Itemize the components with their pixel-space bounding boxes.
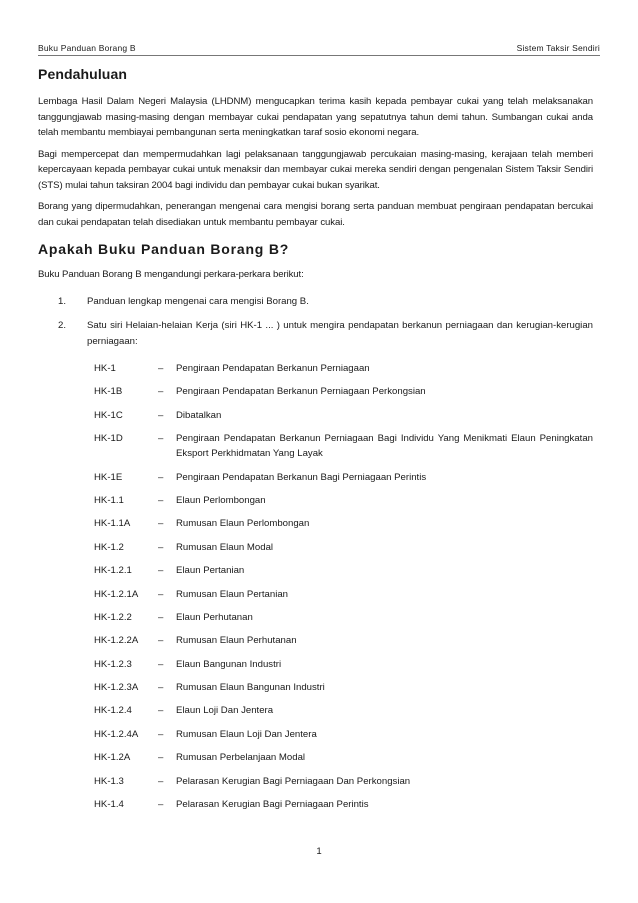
worksheet-code: HK-1.2.1: [94, 565, 132, 577]
worksheet-code: HK-1.2.1A: [94, 588, 139, 600]
worksheet-list: [94, 361, 593, 812]
worksheet-row: [94, 633, 593, 648]
list-item-number: 1.: [58, 295, 67, 307]
worksheet-code: HK-1.2.2A: [94, 635, 139, 647]
header-left-title: Buku Panduan Borang B: [38, 43, 136, 53]
worksheet-dash: –: [158, 541, 164, 553]
worksheet-dash: –: [158, 728, 164, 740]
worksheet-code: HK-1E: [94, 471, 123, 483]
worksheet-description: Rumusan Elaun Modal: [176, 541, 274, 553]
worksheet-description: Pengiraan Pendapatan Berkanun Perniagaan Bagi Individu Yang Menikmati Elaun Peningkatan Eksport Perkhidmatan Yang Layak: [176, 433, 593, 460]
worksheet-description: Elaun Perhutanan: [176, 611, 253, 623]
header-rule: [38, 55, 600, 56]
worksheet-description: Pengiraan Pendapatan Berkanun Perniagaan: [176, 363, 370, 374]
worksheet-dash: –: [158, 386, 164, 398]
worksheet-code: HK-1: [94, 363, 116, 374]
worksheet-code: HK-1.2: [94, 541, 124, 553]
header-right-title: Sistem Taksir Sendiri: [516, 43, 600, 53]
intro-paragraph-1: Lembaga Hasil Dalam Negeri Malaysia (LHDNM) mengucapkan terima kasih kepada pembayar cukai yang telah melaksanakan tanggungjawab masing-masing dengan membayar cukai pendapatan yang sepatutnya tahun demi tahun. Sumbangan cukai anda telah membantu membiayai pembangunan serta meningkatkan taraf sosio ekonomi negara.: [38, 96, 593, 138]
worksheet-row: [94, 540, 593, 555]
worksheet-code: HK-1.3: [94, 775, 124, 787]
worksheet-description: Elaun Loji Dan Jentera: [176, 705, 274, 717]
list-item-text: Panduan lengkap mengenai cara mengisi Borang B.: [87, 295, 309, 307]
section2-intro: Buku Panduan Borang B mengandungi perkara-perkara berikut:: [38, 269, 304, 280]
worksheet-row: [94, 361, 593, 376]
worksheet-code: HK-1.2.3: [94, 658, 132, 670]
list-item-number: 2.: [58, 320, 67, 331]
worksheet-code: HK-1.4: [94, 799, 124, 811]
worksheet-code: HK-1.2.4: [94, 705, 132, 717]
worksheet-code: HK-1.1A: [94, 518, 131, 530]
worksheet-dash: –: [158, 635, 164, 647]
worksheet-description: Pelarasan Kerugian Bagi Perniagaan Dan Perkongsian: [176, 775, 411, 787]
intro-paragraph-2: Bagi mempercepat dan mempermudahkan lagi pelaksanaan tanggungjawab percukaian masing-masing, kerajaan telah memberi kepercayaan kepada pembayar cukai untuk menaksir dan membayar cukai mereka sendiri dengan pengenalan Sistem Taksir Sendiri (STS) mulai tahun taksiran 2004 bagi individu dan pembayar cukai bukan syarikat.: [38, 148, 593, 191]
worksheet-dash: –: [158, 611, 164, 623]
worksheet-code: HK-1C: [94, 409, 123, 421]
worksheet-dash: –: [158, 494, 164, 506]
worksheet-row: [94, 610, 593, 625]
worksheet-row: [94, 703, 593, 718]
worksheet-code: HK-1D: [94, 433, 123, 445]
worksheet-description: Pengiraan Pendapatan Berkanun Bagi Perniagaan Perintis: [176, 471, 427, 483]
worksheet-dash: –: [158, 752, 164, 764]
page-number: 1: [316, 846, 322, 857]
worksheet-description: Elaun Pertanian: [176, 565, 245, 577]
worksheet-row: [94, 470, 593, 485]
worksheet-code: HK-1.2.3A: [94, 682, 139, 694]
worksheet-dash: –: [158, 565, 164, 577]
worksheet-row: [94, 797, 593, 812]
worksheet-row: [94, 493, 593, 508]
worksheet-row: [94, 680, 593, 695]
worksheet-row: [94, 563, 593, 578]
worksheet-description: Rumusan Elaun Perlombongan: [176, 518, 310, 530]
worksheet-description: Rumusan Perbelanjaan Modal: [176, 752, 306, 764]
worksheet-description: Pengiraan Pendapatan Berkanun Perniagaan Perkongsian: [176, 386, 426, 398]
list-item: [38, 318, 593, 349]
worksheet-description: Rumusan Elaun Pertanian: [176, 588, 288, 600]
worksheet-row: [94, 727, 593, 742]
worksheet-dash: –: [158, 799, 164, 811]
intro-paragraph-3: Borang yang dipermudahkan, penerangan mengenai cara mengisi borang serta panduan membuat pengiraan pendapatan bercukai dan cukai pendapatan telah disediakan untuk membantu pembayar cukai.: [38, 201, 593, 228]
worksheet-code: HK-1.2.4A: [94, 728, 139, 740]
worksheet-code: HK-1.1: [94, 494, 124, 506]
worksheet-dash: –: [158, 682, 164, 694]
worksheet-description: Rumusan Elaun Perhutanan: [176, 635, 297, 647]
worksheet-dash: –: [158, 363, 164, 374]
worksheet-dash: –: [158, 471, 164, 483]
worksheet-dash: –: [158, 409, 164, 421]
worksheet-description: Dibatalkan: [176, 409, 222, 421]
worksheet-dash: –: [158, 658, 164, 670]
worksheet-row: [94, 431, 593, 461]
worksheet-description: Elaun Perlombongan: [176, 494, 266, 506]
worksheet-dash: –: [158, 518, 164, 530]
list-item-text: Satu siri Helaian-helaian Kerja (siri HK-1 ... ) untuk mengira pendapatan berkanun perniagaan dan kerugian-kerugian perniagaan:: [87, 320, 593, 347]
worksheet-description: Rumusan Elaun Bangunan Industri: [176, 682, 325, 694]
worksheet-dash: –: [158, 705, 164, 717]
worksheet-row: [94, 587, 593, 602]
worksheet-dash: –: [158, 775, 164, 787]
worksheet-row: [94, 750, 593, 765]
list-item: [38, 294, 593, 310]
worksheet-row: [94, 384, 593, 399]
worksheet-code: HK-1.2.2: [94, 611, 132, 623]
page-content: [38, 66, 593, 820]
worksheet-row: [94, 516, 593, 531]
section-title-apakah: Apakah Buku Panduan Borang B?: [38, 241, 290, 257]
worksheet-dash: –: [158, 433, 164, 445]
worksheet-row: [94, 657, 593, 672]
worksheet-dash: –: [158, 588, 164, 600]
section-title-pendahuluan: Pendahuluan: [38, 66, 127, 82]
worksheet-code: HK-1B: [94, 386, 123, 398]
worksheet-description: Rumusan Elaun Loji Dan Jentera: [176, 728, 317, 740]
worksheet-code: HK-1.2A: [94, 752, 131, 764]
worksheet-row: [94, 408, 593, 423]
worksheet-description: Elaun Bangunan Industri: [176, 658, 282, 670]
worksheet-description: Pelarasan Kerugian Bagi Perniagaan Perintis: [176, 799, 369, 811]
running-header: [38, 43, 600, 53]
worksheet-row: [94, 774, 593, 789]
